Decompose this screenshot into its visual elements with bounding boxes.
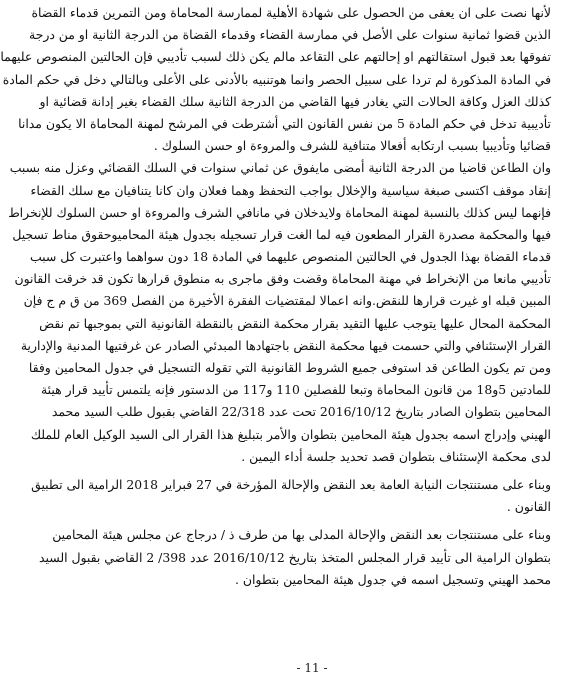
text-line: الهيني وإدراج اسمه بجدول هيئة المحامين بتطوان والأمر بتبليغ هذا القرار الى السيد الوكيل العام للملك xyxy=(30,426,551,442)
text-line: الذين قضوا ثمانية سنوات على الأصل في ممارسة القضاء وقدماء القضاة من الدرجة الثانية او من درجة xyxy=(29,27,551,43)
text-line: للمادتين 5و18 من قانون المحاماة وتبعا للفصلين 110 و117 من الدستور فإنه يلتمس تأييد قرار هيئة xyxy=(41,382,551,398)
text-line: وبناء على مستنتجات النيابة العامة بعد النقض والإحالة المؤرخة في 27 فبراير 2018 الرامية الى تطبيق xyxy=(31,476,551,492)
text-line: كذلك العزل وكافة الحالات التي يغادر فيها القاضي من الدرجة الثانية سلك القضاء بغير إدانة قضائية او xyxy=(39,93,551,109)
text-line: القرار الإستئنافي والتي حسمت فيها محكمة النقض باجتهادها المبدئي الصادر عن غرفتيها المدنية والإدارية xyxy=(20,337,551,353)
text-line: محمد الهيني وتسجيل اسمه في جدول هيئة المحامين بتطوان . xyxy=(235,571,551,587)
text-line: وان الطاعن قاضيا من الدرجة الثانية أمضى مايفوق عن ثماني سنوات في السلك القضائي وعزل منه بسبب xyxy=(9,160,551,176)
text-line: المبين قبله او غيرت قرارها للنقض.وانه اعمالا لمقتضيات الفقرة الأخيرة من الفصل 369 من ق م ج فإن xyxy=(23,293,551,309)
text-line: قضائيا وتأديبيا بسبب ارتكابه أفعالا متنافية للشرف والمروءة او حسن السلوك . xyxy=(153,138,551,154)
text-line: تأديبي مانعا من الإنخراط في مهنة المحاماة وقضت وفق ماجرى به منطوق قرارها تكون قد خرقت القانون xyxy=(14,271,551,287)
text-line: بتطوان الرامية الى تأييد قرار المجلس المتخذ بتاريخ 2016/10/12 عدد 398/ 2 القاضي بقبول السيد xyxy=(39,549,551,565)
text-line: المحكمة المحال عليها يتوجب عليها التقيد بقرار محكمة النقض بالنقطة القانونية التي بموجبها تم نقض xyxy=(39,315,551,331)
text-line: لأنها نصت على ان يعفى من الحصول على شهادة الأهلية لممارسة المحاماة ومن التمرين قدماء القضاة xyxy=(31,5,551,20)
text-line: فإنهما ليس كذلك بالنسبة لمهنة المحاماة ولايدخلان في مانافي الشرف والمروءة او حسن السلوك للإنخراط xyxy=(8,204,551,220)
text-line: القانون . xyxy=(506,499,551,515)
text-line: المحامين بتطوان الصادر بتاريخ 2016/10/12 تحت عدد 22/318 القاضي بقبول طلب السيد محمد xyxy=(51,404,551,420)
text-line: إنقاد موقف اكتسى صبغة سياسية والإخلال بواجب التحفظ وهما فعلان وان كانا يتنافيان مع سلك القضاء xyxy=(30,182,551,198)
text-line: قدماء القضاة بهذا الجدول في الحالتين المنصوص عليهما في المادة 18 دون سواهما واعتبرت كل سبب xyxy=(30,249,551,265)
text-line: تفوقها بعد قبول استقالتهم او إحالتهم على التقاعد مالم يكن ذلك لسبب تأديبي فإن الحالتين المنصوص عليهما xyxy=(0,49,551,65)
page-number: - 11 - xyxy=(296,661,328,675)
paragraph-1 xyxy=(0,2,551,157)
paragraph-3 xyxy=(31,474,551,518)
text-line: تأديبية تدخل في حكم المادة 5 من نفس القانون التي أشترطت في المرشح لمهنة المحاماة الا يكون مدانا xyxy=(18,115,551,131)
text-line: لدى محكمة الإستئناف بتطوان قصد تحديد جلسة أداء اليمين . xyxy=(241,448,551,464)
text-line: فيها والمحكمة مصدرة القرار المطعون فيه لما الغت قرار تسجيله بجدول هيئة المحاميوحقوق مناط تسجيل xyxy=(12,226,551,242)
text-line: ومن تم يكون الطاعن قد استوفى جميع الشروط القانونية التي تقوله التسجيل في جدول المحامين وفقا xyxy=(28,360,551,375)
paragraph-2 xyxy=(8,157,551,468)
text-line: في المادة المذكورة لم تردا على سبيل الحصر وانما هوتنبيه بالأدنى على الأعلى وبالتالي دخل في حكم المادة xyxy=(2,71,551,87)
paragraph-4 xyxy=(39,524,551,591)
text-line: وبناء على مستنتجات بعد النقض والإحالة المدلى بها من طرف ذ / درجاج عن مجلس هيئة المحامين xyxy=(52,527,551,543)
